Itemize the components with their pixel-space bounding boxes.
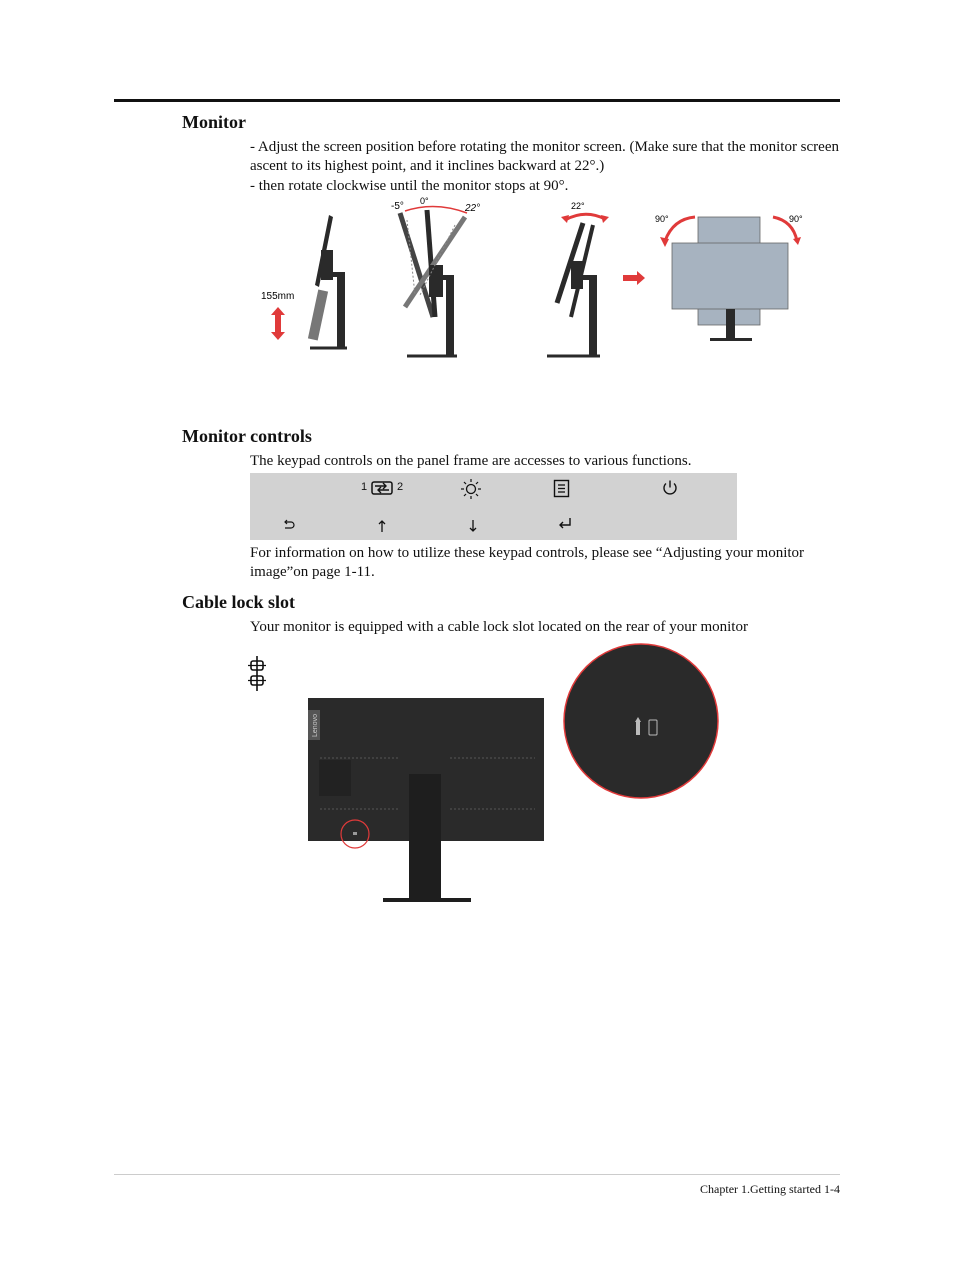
input-1-label: 1 bbox=[361, 481, 368, 493]
up-arrow-icon[interactable] bbox=[377, 519, 387, 533]
brightness-icon[interactable] bbox=[460, 478, 482, 500]
pivot-left-label: 90° bbox=[655, 214, 669, 224]
down-arrow-icon[interactable] bbox=[468, 519, 478, 533]
footer-text: Chapter 1.Getting started 1-4 bbox=[700, 1182, 840, 1196]
tilt-back-illustration bbox=[547, 201, 609, 356]
tilt-back-label: 22° bbox=[571, 201, 585, 211]
cable-lock-text: Your monitor is equipped with a cable lock slot located on the rear of your monitor bbox=[250, 619, 748, 635]
lock-slot-zoom bbox=[564, 644, 718, 798]
keypad-intro: The keypad controls on the panel frame are accesses to various functions. bbox=[250, 453, 692, 469]
tilt-zero-label: 0° bbox=[420, 196, 429, 206]
power-icon[interactable] bbox=[661, 479, 679, 497]
monitor-controls-heading: Monitor controls bbox=[182, 426, 312, 446]
tilt-minus-label: -5° bbox=[391, 201, 404, 212]
monitor-heading: Monitor bbox=[182, 112, 246, 132]
brand-label: Lenovo bbox=[312, 714, 319, 737]
monitor-instruction-2: - then rotate clockwise until the monitor stops at 90°. bbox=[250, 178, 569, 194]
pivot-illustration bbox=[655, 214, 803, 341]
tilt-illustration bbox=[391, 196, 480, 356]
monitor-adjustment-figure bbox=[255, 195, 815, 365]
cable-lock-heading: Cable lock slot bbox=[182, 592, 296, 612]
back-icon[interactable] bbox=[282, 519, 296, 531]
tilt-plus-label: 22° bbox=[465, 203, 481, 214]
input-2-label: 2 bbox=[397, 481, 404, 493]
top-rule bbox=[114, 99, 840, 102]
up-down-arrow bbox=[271, 307, 285, 340]
height-adjust-illustration bbox=[261, 215, 347, 348]
menu-icon[interactable] bbox=[553, 479, 571, 499]
lock-chain-icon bbox=[248, 656, 268, 692]
height-label: 155mm bbox=[261, 291, 295, 302]
monitor-instruction-1: - Adjust the screen position before rotating the monitor screen. (Make sure that the monitor screen ascent to its highest point, and it inclines backward at 22°.) bbox=[250, 139, 839, 174]
pivot-right-label: 90° bbox=[789, 214, 803, 224]
footer-rule bbox=[114, 1174, 840, 1175]
rotate-arrow bbox=[623, 271, 645, 285]
keypad-note: For information on how to utilize these keypad controls, please see “Adjusting your monitor image”on page 1-11. bbox=[250, 545, 805, 580]
keypad-panel bbox=[250, 473, 737, 540]
cable-lock-figure bbox=[305, 640, 725, 910]
input-switch-icon[interactable] bbox=[369, 480, 397, 496]
enter-icon[interactable] bbox=[557, 517, 573, 531]
